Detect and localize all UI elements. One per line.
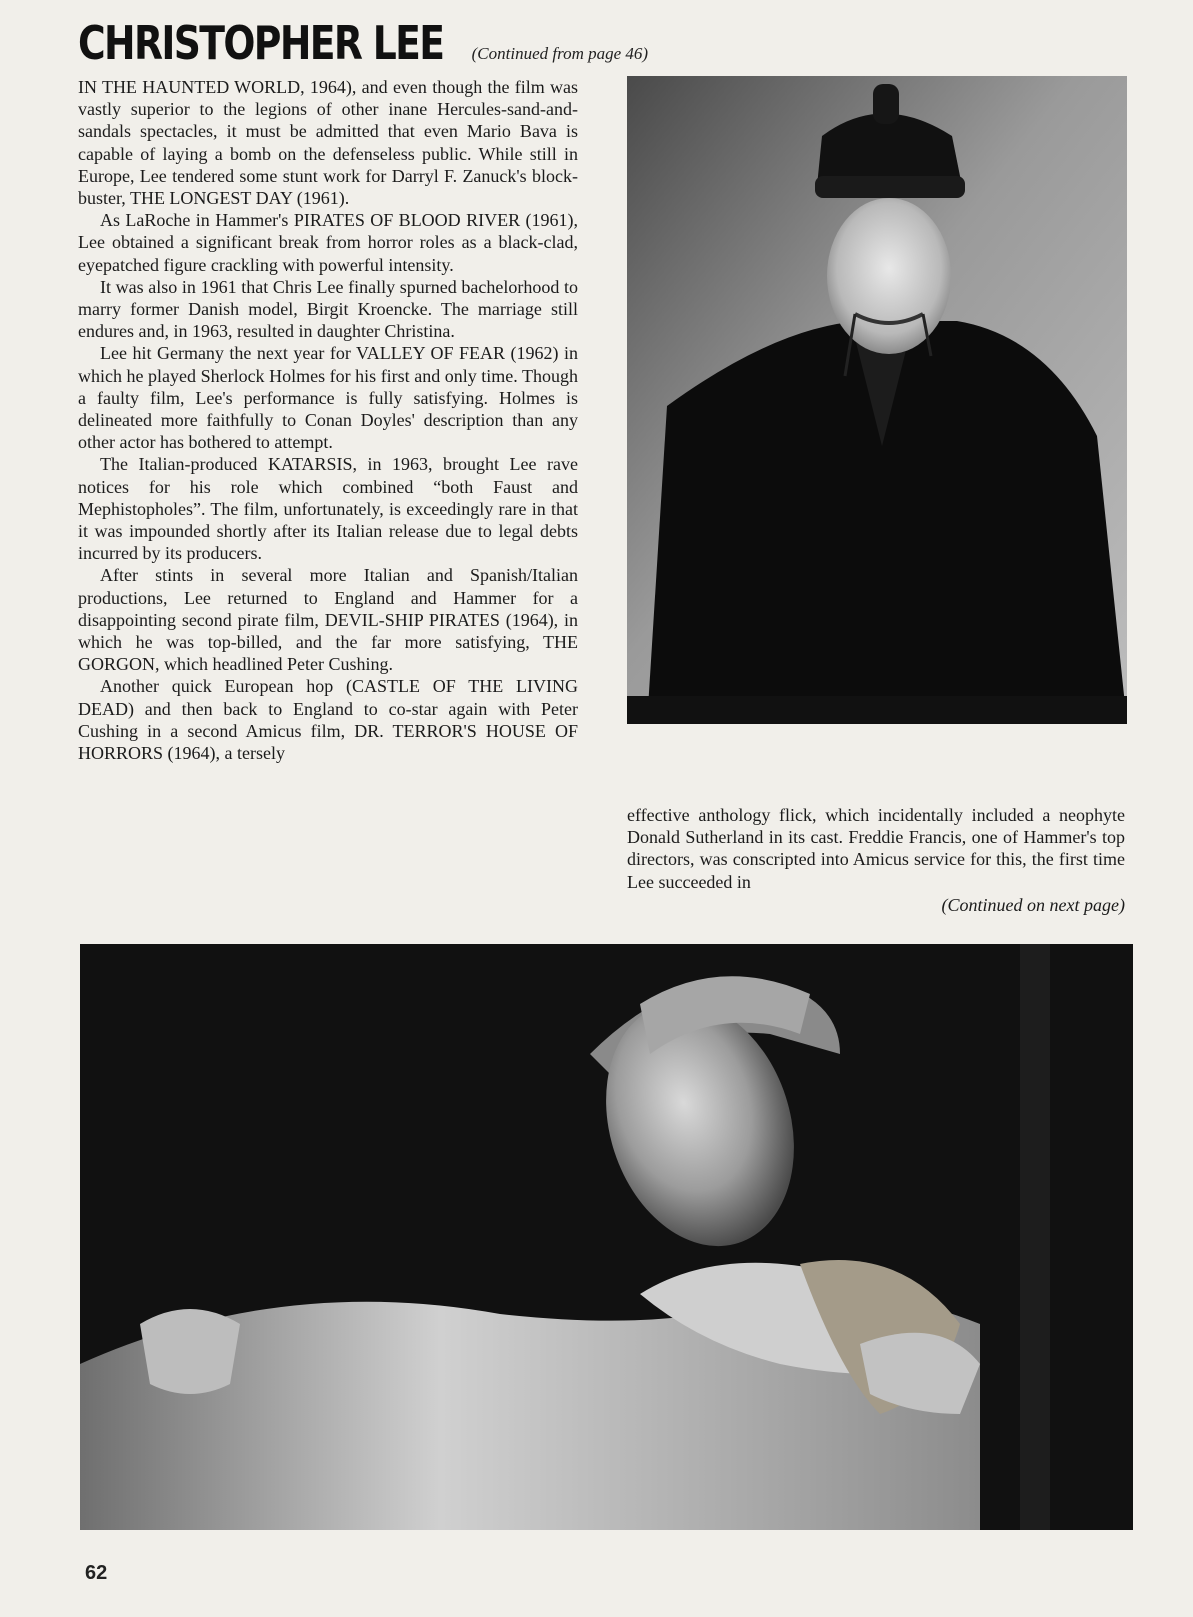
continued-on-note: (Continued on next page) (941, 894, 1125, 915)
paragraph: Lee hit Germany the next year for VALLEY OF FEAR (1962) in which he played Sherlock Holmes for his first and only time. Though a faulty film, Lee's performance is fully satisfying. Holmes is delineated more faithfully to Conan Doyles' description than any other actor has bothered to attempt. (78, 343, 578, 453)
film-still-photo (80, 944, 1133, 1530)
portrait-photo-image (627, 76, 1127, 724)
article-title: CHRISTOPHER LEE (78, 16, 444, 70)
paragraph: As LaRoche in Hammer's PIRATES OF BLOOD RIVER (1961), Lee obtained a significant break from horror roles as a black-clad, eyepatched figure crackling with powerful intensity. (78, 210, 578, 275)
paragraph: The Italian-produced KATARSIS, in 1963, brought Lee rave notices for his role which combined “both Faust and Mephistopholes”. The film, unfortunately, is exceedingly rare in that it was impounded shortly after its Italian release due to legal debts incurred by its producers. (78, 454, 578, 564)
headline (78, 16, 649, 70)
paragraph: IN THE HAUNTED WORLD, 1964), and even though the film was vastly superior to the legions of other inane Hercules-sand-and-sandals spectacles, it must be admitted that even Mario Bava is capable of laying a bomb on the defenseless public. While still in Europe, Lee tendered some stunt work for Darryl F. Zanuck's blockbuster, THE LONGEST DAY (1961). (78, 77, 578, 209)
paragraph: After stints in several more Italian and Spanish/Italian productions, Lee returned to England and Hammer for a disappointing second pirate film, DEVIL-SHIP PIRATES (1964), in which he was top-billed, and the far more satisfying, THE GORGON, which headlined Peter Cushing. (78, 565, 578, 675)
paragraph: Another quick European hop (CASTLE OF THE LIVING DEAD) and then back to England to co-star again with Peter Cushing in a second Amicus film, DR. TERROR'S HOUSE OF HORRORS (1964), a tersely (78, 676, 578, 764)
film-still-image (80, 944, 1133, 1530)
page-number: 62 (85, 1562, 108, 1584)
left-text-column (78, 76, 578, 764)
portrait-photo (627, 76, 1127, 724)
right-text-column (627, 804, 1125, 916)
continued-from-note: (Continued from page 46) (471, 44, 649, 63)
paragraph: effective anthology flick, which incidentally included a neophyte Donald Sutherland in its cast. Freddie Francis, one of Hammer's top directors, was conscripted into Amicus service for this, the first time Lee succeeded in (627, 805, 1125, 892)
paragraph: It was also in 1961 that Chris Lee finally spurned bachelorhood to marry former Danish model, Birgit Kroencke. The marriage still endures and, in 1963, resulted in daughter Christina. (78, 276, 578, 342)
